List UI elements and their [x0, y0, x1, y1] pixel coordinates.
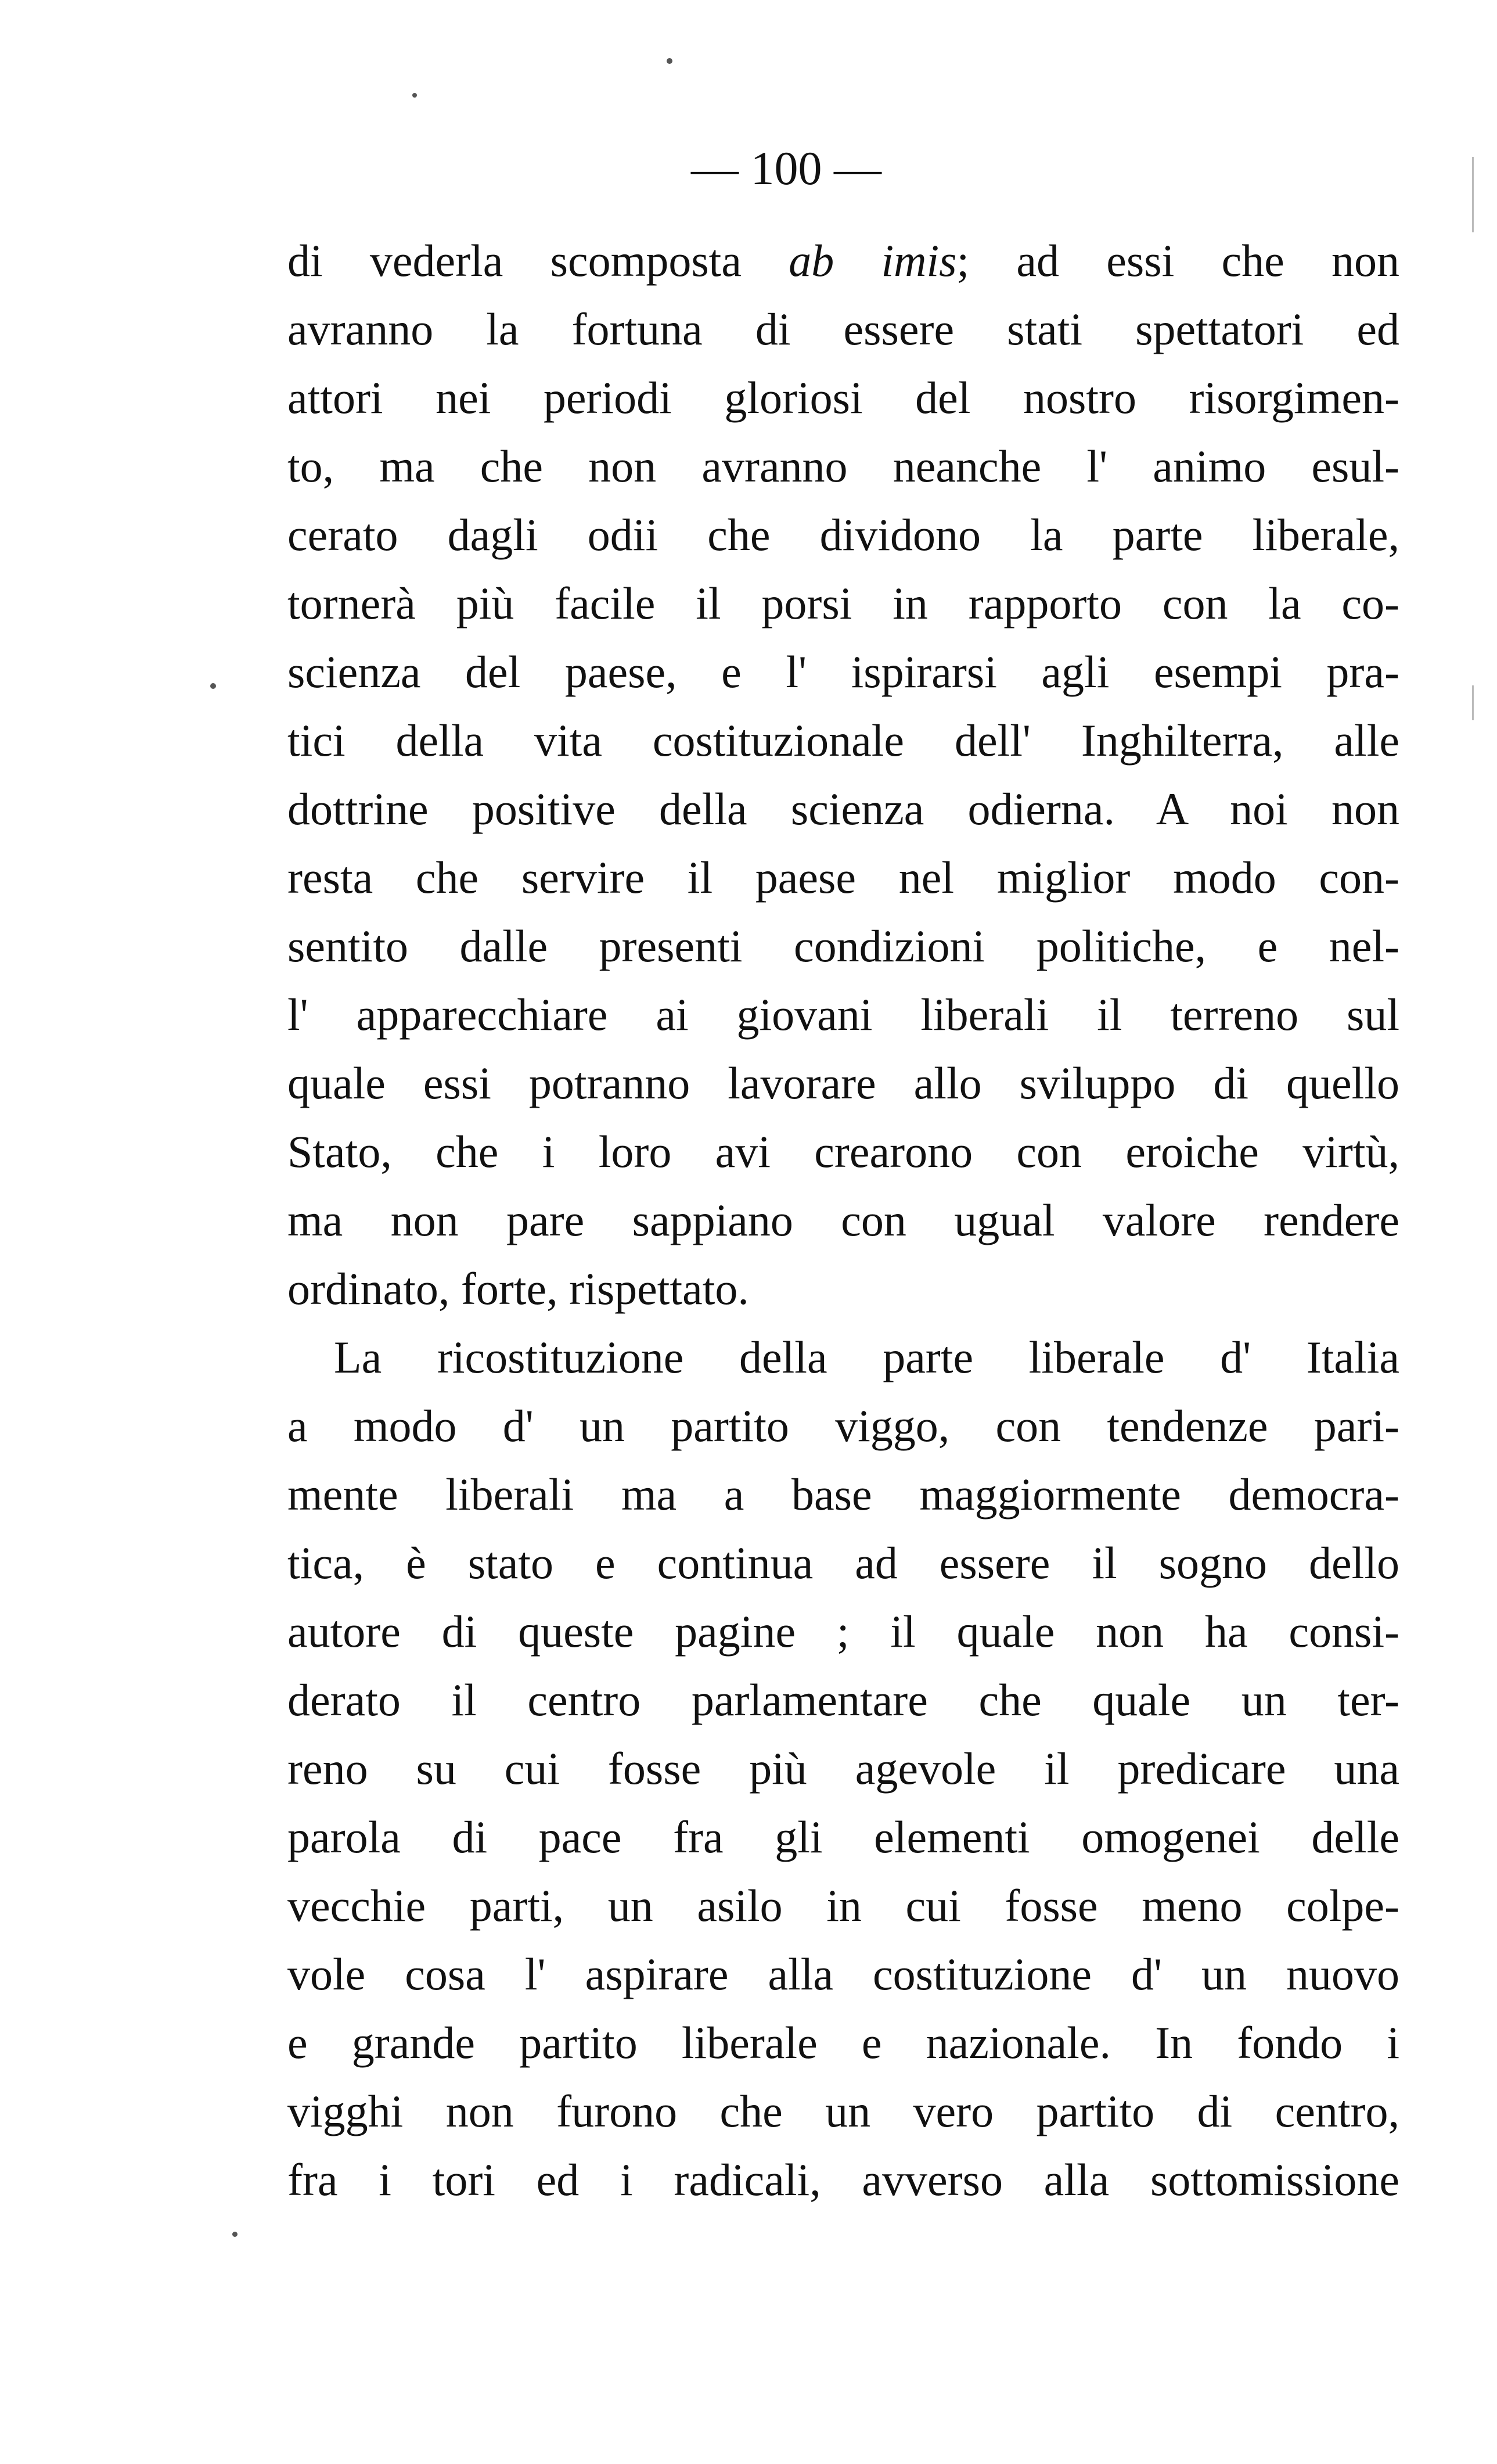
text-line: tici della vita costituzionale dell' Inghilterra, alle	[287, 715, 1399, 766]
scan-speck	[667, 58, 672, 64]
text-line: scienza del paese, e l' ispirarsi agli esempi pra-	[287, 646, 1399, 697]
text-line: vecchie parti, un asilo in cui fosse meno colpe-	[287, 1880, 1399, 1931]
text-line: ordinato, forte, rispettato.	[287, 1263, 749, 1314]
text-line: fra i tori ed i radicali, avverso alla sottomissione	[287, 2154, 1399, 2205]
text-line: vigghi non furono che un vero partito di centro,	[287, 2086, 1399, 2136]
text-line: avranno la fortuna di essere stati spettatori ed	[287, 304, 1399, 354]
text-line: to, ma che non avranno neanche l' animo esul-	[287, 441, 1399, 491]
text-line: autore di queste pagine ; il quale non ha consi-	[287, 1606, 1399, 1657]
scan-edge-line	[1472, 157, 1474, 232]
italic-phrase: ab imis	[789, 235, 957, 286]
scan-edge-line	[1472, 685, 1474, 720]
scan-speck	[210, 683, 216, 689]
text-line: tica, è stato e continua ad essere il sogno dello	[287, 1538, 1399, 1588]
text-line: ma non pare sappiano con ugual valore rendere	[287, 1195, 1399, 1245]
text-line	[287, 227, 1399, 295]
page-body	[287, 227, 1399, 2214]
text-line: e grande partito liberale e nazionale. In fondo i	[287, 2017, 1399, 2068]
text-span: ; ad essi che non	[956, 235, 1400, 286]
text-line: quale essi potranno lavorare allo sviluppo di quello	[287, 1058, 1399, 1108]
text-line: parola di pace fra gli elementi omogenei delle	[287, 1812, 1399, 1862]
text-line: Stato, che i loro avi crearono con eroiche virtù,	[287, 1126, 1399, 1177]
scan-speck	[412, 93, 417, 98]
scan-speck	[232, 2232, 237, 2237]
text-line: resta che servire il paese nel miglior modo con-	[287, 852, 1399, 903]
text-line: reno su cui fosse più agevole il predicare una	[287, 1743, 1399, 1794]
text-span: di vederla scomposta	[287, 235, 789, 286]
page-number: — 100 —	[691, 142, 881, 195]
text-line: cerato dagli odii che dividono la parte liberale,	[287, 509, 1399, 560]
text-line: derato il centro parlamentare che quale un ter-	[287, 1675, 1399, 1725]
text-line: vole cosa l' aspirare alla costituzione d' un nuovo	[287, 1949, 1399, 1999]
text-line: dottrine positive della scienza odierna. A noi non	[287, 784, 1399, 834]
text-line: La ricostituzione della parte liberale d' Italia	[334, 1332, 1399, 1382]
text-line: a modo d' un partito viggo, con tendenze pari-	[287, 1400, 1399, 1451]
text-line: l' apparecchiare ai giovani liberali il terreno sul	[287, 989, 1399, 1040]
text-line: tornerà più facile il porsi in rapporto con la co-	[287, 578, 1399, 628]
text-line: sentito dalle presenti condizioni politiche, e nel-	[287, 921, 1399, 971]
text-line: mente liberali ma a base maggiormente democra-	[287, 1469, 1399, 1520]
text-line: attori nei periodi gloriosi del nostro risorgimen-	[287, 372, 1399, 423]
